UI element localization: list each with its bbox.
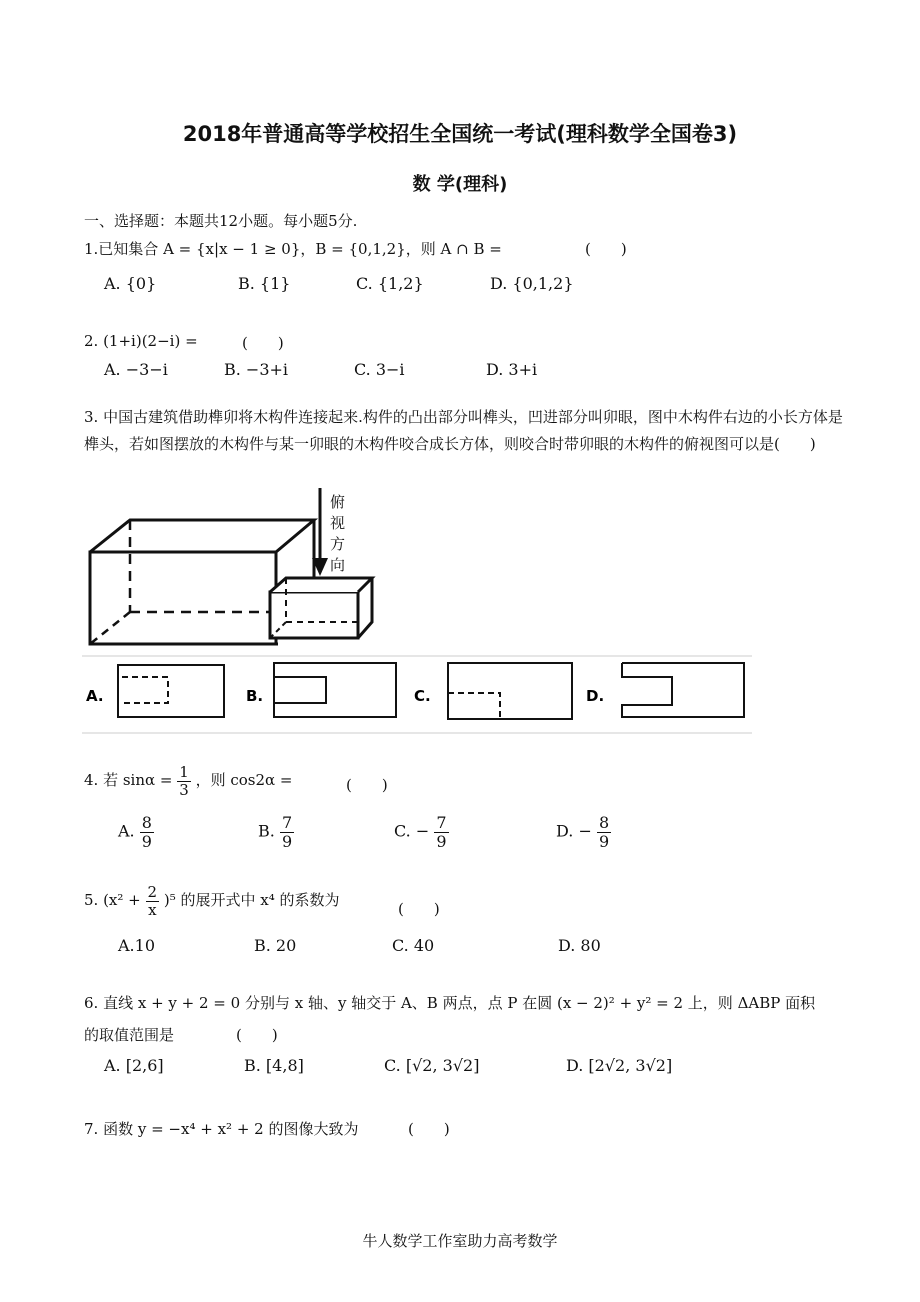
q4-option-d xyxy=(556,814,611,850)
q4-stem-suffix: ，则 cos2α = xyxy=(195,771,293,789)
q4-option-c xyxy=(394,814,449,850)
q2-answer-paren: ( ) xyxy=(242,334,284,352)
q5-answer-paren: ( ) xyxy=(398,900,440,918)
choice-b-solid-hole xyxy=(274,677,326,703)
q4-frac-num: 1 xyxy=(179,763,189,781)
q4-option-fraction xyxy=(434,814,448,850)
q4-option-a xyxy=(118,814,154,850)
q4-stem xyxy=(84,764,293,798)
choice-d-label: D. xyxy=(586,687,605,705)
frac-num: 7 xyxy=(281,813,293,832)
q6-answer-paren: ( ) xyxy=(236,1026,278,1044)
q4-answer-paren: ( ) xyxy=(346,776,388,794)
q1-answer-paren: ( ) xyxy=(585,240,627,258)
page-footer: 牛人数学工作室助力高考数学 xyxy=(362,1232,558,1250)
view-label-char: 向 xyxy=(330,556,346,574)
frac-den: 9 xyxy=(141,831,152,851)
big-box-top xyxy=(90,520,314,552)
frac-den: 9 xyxy=(281,831,293,851)
q5-stem-suffix: )⁵ 的展开式中 x⁴ 的系数为 xyxy=(163,891,340,909)
q2-option-b: B. −3+i xyxy=(224,360,289,379)
frac-den: 9 xyxy=(436,831,447,851)
q4-option-sign: − xyxy=(578,821,592,841)
q5-frac-num: 2 xyxy=(147,883,158,901)
q1-stem: 1.已知集合 A = {x|x − 1 ≥ 0}，B = {0,1,2}，则 A ∩ B = xyxy=(84,240,502,258)
q4-option-fraction xyxy=(280,814,294,850)
frac-num: 8 xyxy=(141,813,152,832)
q2-option-a: A. −3−i xyxy=(104,360,168,379)
q2-option-c: C. 3−i xyxy=(354,360,405,379)
q4-option-label: D. xyxy=(556,821,574,841)
hidden-edge-diagonal xyxy=(90,612,130,644)
q4-option-label: A. xyxy=(118,821,135,841)
frac-num: 7 xyxy=(436,813,447,832)
q1-option-a: A. {0} xyxy=(104,274,157,293)
exam-title: 2018年普通高等学校招生全国统一考试(理科数学全国卷3) xyxy=(182,122,738,146)
q5-stem xyxy=(84,884,340,918)
q5-option-d: D. 80 xyxy=(558,936,601,955)
q4-option-fraction xyxy=(140,814,154,850)
q4-option-label: C. xyxy=(394,821,411,841)
q5-fraction xyxy=(146,884,160,918)
big-box-front xyxy=(90,552,276,644)
q6-option-b: B. [4,8] xyxy=(244,1056,304,1075)
q4-option-label: B. xyxy=(258,821,275,841)
q4-frac-den: 3 xyxy=(179,780,189,799)
choice-a-dashed-hole xyxy=(122,677,168,703)
q7-stem: 7. 函数 y = −x⁴ + x² + 2 的图像大致为 xyxy=(84,1120,359,1138)
frac-den: 9 xyxy=(598,831,610,851)
q1-option-d: D. {0,1,2} xyxy=(490,274,574,293)
choice-b-outline xyxy=(274,663,396,717)
q7-answer-paren: ( ) xyxy=(408,1120,450,1138)
q5-option-a: A.10 xyxy=(118,936,155,955)
view-direction-label xyxy=(330,492,350,576)
q4-option-fraction xyxy=(597,814,611,850)
q6-stem-line2: 的取值范围是 xyxy=(84,1026,175,1044)
choice-c-dashed-corner xyxy=(448,693,500,719)
q3-choice-figures xyxy=(82,655,752,735)
q6-option-a: A. [2,6] xyxy=(104,1056,164,1075)
q1-option-b: B. {1} xyxy=(238,274,291,293)
choice-c-label: C. xyxy=(414,687,431,705)
q6-option-d: D. [2√2, 3√2] xyxy=(566,1056,673,1075)
q4-fraction xyxy=(177,764,191,798)
q5-option-c: C. 40 xyxy=(392,936,435,955)
q6-option-c: C. [√2, 3√2] xyxy=(384,1056,480,1075)
q5-frac-den: x xyxy=(148,900,157,919)
q2-stem: 2. (1+i)(2−i) = xyxy=(84,332,198,350)
q6-stem-line1: 6. 直线 x + y + 2 = 0 分别与 x 轴、y 轴交于 A、B 两点，点 P 在圆 (x − 2)² + y² = 2 上，则 ΔABP 面积 xyxy=(84,994,816,1012)
exam-subtitle: 数 学(理科) xyxy=(412,174,508,195)
q2-option-d: D. 3+i xyxy=(486,360,538,379)
q5-option-b: B. 20 xyxy=(254,936,297,955)
choice-c-outline xyxy=(448,663,572,719)
q5-stem-prefix: 5. (x² + xyxy=(84,891,141,909)
q3-block-figure xyxy=(86,488,406,648)
frac-num: 8 xyxy=(598,813,610,832)
choice-b-label: B. xyxy=(246,687,264,705)
tenon-front xyxy=(270,592,358,638)
section-heading: 一、选择题：本题共12小题。每小题5分. xyxy=(84,212,358,230)
q3-text: 3. 中国古建筑借助榫卯将木构件连接起来.构件的凸出部分叫榫头，凹进部分叫卯眼，图中木构件右边的小长方体是榫头，若如图摆放的木构件与某一卯眼的木构件咬合成长方体，则咬合时带卯眼的木构件的俯视图可以是( ) xyxy=(84,408,843,453)
q4-stem-prefix: 4. 若 sinα = xyxy=(84,771,173,789)
view-label-char: 视 xyxy=(330,514,346,532)
view-label-char: 方 xyxy=(330,535,346,553)
q4-option-sign: − xyxy=(415,821,430,841)
choice-d-notched-outline xyxy=(622,663,744,717)
choice-a-label: A. xyxy=(86,687,104,705)
q4-option-b xyxy=(258,814,294,850)
view-label-char: 俯 xyxy=(330,493,346,511)
q1-option-c: C. {1,2} xyxy=(356,274,424,293)
choice-a-outline xyxy=(118,665,224,717)
